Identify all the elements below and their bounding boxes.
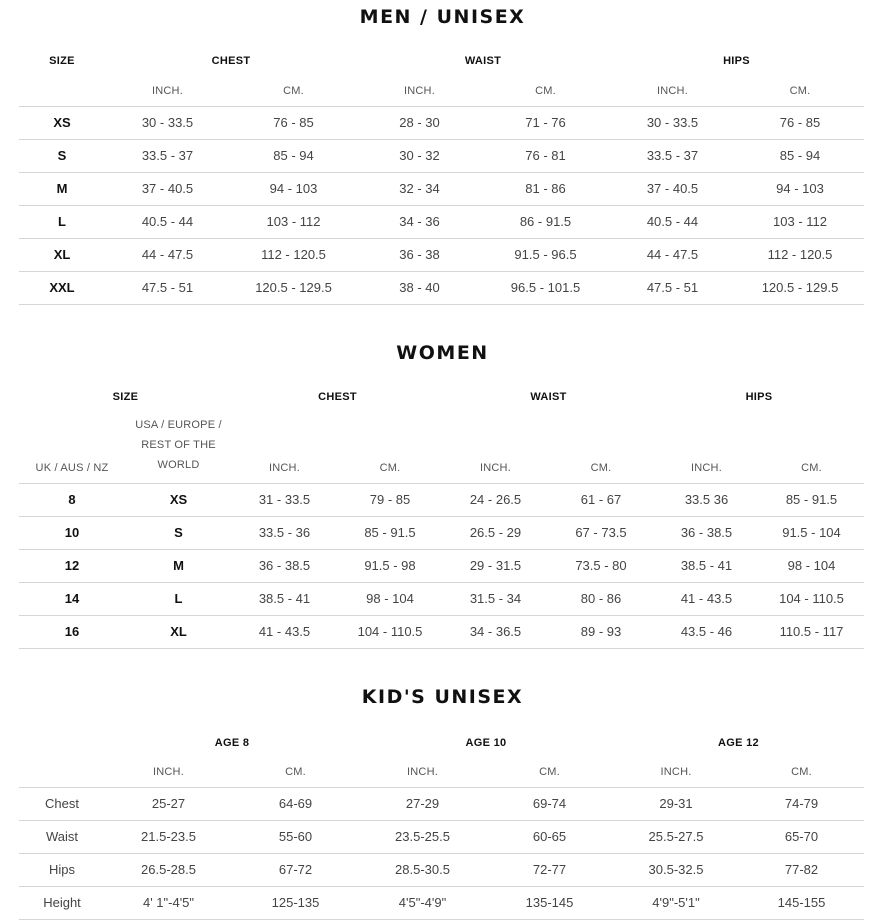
row-label-cell: S xyxy=(19,139,105,172)
row-label-cell: S xyxy=(125,516,232,549)
table-cell: 40.5 - 44 xyxy=(105,205,230,238)
table-cell: 36 - 38 xyxy=(357,238,482,271)
table-row xyxy=(19,271,864,304)
row-label-cell: 16 xyxy=(19,615,125,648)
kids-size-table xyxy=(19,727,864,920)
table-cell: 60-65 xyxy=(486,820,613,853)
table-cell: 85 - 94 xyxy=(736,139,864,172)
table-cell: 104 - 110.5 xyxy=(337,615,443,648)
table-cell: 41 - 43.5 xyxy=(232,615,337,648)
age-8-header: AGE 8 xyxy=(214,736,250,749)
table-row xyxy=(19,549,864,582)
table-cell: 36 - 38.5 xyxy=(654,516,759,549)
table-cell: 120.5 - 129.5 xyxy=(230,271,357,304)
row-label-cell: L xyxy=(125,582,232,615)
table-cell: 32 - 34 xyxy=(357,172,482,205)
table-cell: 44 - 47.5 xyxy=(105,238,230,271)
table-cell: 77-82 xyxy=(739,853,864,886)
table-row xyxy=(19,238,864,271)
men-section-title: MEN / UNISEX xyxy=(359,6,526,28)
unit-label: INCH. xyxy=(153,766,184,779)
table-cell: 65-70 xyxy=(739,820,864,853)
table-cell: 36 - 38.5 xyxy=(232,549,337,582)
table-cell: 76 - 85 xyxy=(736,106,864,139)
table-cell: 98 - 104 xyxy=(759,549,864,582)
unit-label: CM. xyxy=(789,85,811,98)
table-cell: 91.5 - 104 xyxy=(759,516,864,549)
table-cell: 85 - 94 xyxy=(230,139,357,172)
age-12-header: AGE 12 xyxy=(718,736,759,749)
table-cell: 81 - 86 xyxy=(482,172,609,205)
row-label-cell: L xyxy=(19,205,105,238)
table-cell: 104 - 110.5 xyxy=(759,582,864,615)
unit-label: INCH. xyxy=(660,766,692,779)
table-cell: 4'9"-5'1" xyxy=(613,886,739,919)
table-cell: 85 - 91.5 xyxy=(759,483,864,516)
waist-header: WAIST xyxy=(530,391,567,403)
table-cell: 29-31 xyxy=(613,787,739,820)
age-10-header: AGE 10 xyxy=(465,736,507,749)
table-cell: 37 - 40.5 xyxy=(609,172,736,205)
table-cell: 33.5 - 37 xyxy=(105,139,230,172)
row-label-cell: XL xyxy=(19,238,105,271)
table-cell: 27-29 xyxy=(359,787,486,820)
group-spacer xyxy=(19,727,105,758)
table-cell: 30.5-32.5 xyxy=(613,853,739,886)
table-cell: 80 - 86 xyxy=(548,582,654,615)
unit-label: CM. xyxy=(791,766,812,779)
row-label-cell: Height xyxy=(19,886,105,919)
table-cell: 103 - 112 xyxy=(736,205,864,238)
table-cell: 31 - 33.5 xyxy=(232,483,337,516)
table-cell: 72-77 xyxy=(486,853,613,886)
table-cell: 26.5-28.5 xyxy=(105,853,232,886)
table-cell: 23.5-25.5 xyxy=(359,820,486,853)
table-cell: 41 - 43.5 xyxy=(654,582,759,615)
table-cell: 43.5 - 46 xyxy=(654,615,759,648)
waist-header: WAIST xyxy=(464,54,502,67)
unit-label: INCH. xyxy=(152,85,183,98)
table-cell: 30 - 33.5 xyxy=(105,106,230,139)
unit-spacer xyxy=(19,77,105,106)
table-cell: 145-155 xyxy=(739,886,864,919)
table-row xyxy=(19,853,864,886)
women-section-title: WOMEN xyxy=(396,342,489,364)
table-cell: 86 - 91.5 xyxy=(482,205,609,238)
table-cell: 33.5 36 xyxy=(654,483,759,516)
table-cell: 37 - 40.5 xyxy=(105,172,230,205)
table-cell: 33.5 - 37 xyxy=(609,139,736,172)
table-cell: 34 - 36.5 xyxy=(443,615,548,648)
row-label-cell: M xyxy=(19,172,105,205)
table-cell: 30 - 33.5 xyxy=(609,106,736,139)
row-label-cell: M xyxy=(125,549,232,582)
table-cell: 44 - 47.5 xyxy=(609,238,736,271)
table-cell: 110.5 - 117 xyxy=(759,615,864,648)
table-cell: 47.5 - 51 xyxy=(609,271,736,304)
table-cell: 103 - 112 xyxy=(230,205,357,238)
table-cell: 91.5 - 96.5 xyxy=(482,238,609,271)
table-cell: 74-79 xyxy=(739,787,864,820)
table-cell: 40.5 - 44 xyxy=(609,205,736,238)
table-cell: 28.5-30.5 xyxy=(359,853,486,886)
row-label-cell: XL xyxy=(125,615,232,648)
unit-label: INCH. xyxy=(269,461,300,474)
unit-label: INCH. xyxy=(407,766,438,779)
size-header: SIZE xyxy=(49,54,75,67)
row-label-cell: Hips xyxy=(19,853,105,886)
unit-label: INCH. xyxy=(657,85,688,98)
table-cell: 76 - 85 xyxy=(230,106,357,139)
table-cell: 24 - 26.5 xyxy=(443,483,548,516)
table-cell: 38.5 - 41 xyxy=(232,582,337,615)
table-cell: 89 - 93 xyxy=(548,615,654,648)
table-cell: 67 - 73.5 xyxy=(548,516,654,549)
unit-label: CM. xyxy=(379,461,401,474)
table-cell: 96.5 - 101.5 xyxy=(482,271,609,304)
table-row xyxy=(19,483,864,516)
table-cell: 61 - 67 xyxy=(548,483,654,516)
table-row xyxy=(19,886,864,919)
table-cell: 120.5 - 129.5 xyxy=(736,271,864,304)
table-cell: 21.5-23.5 xyxy=(105,820,232,853)
table-cell: 94 - 103 xyxy=(230,172,357,205)
table-cell: 76 - 81 xyxy=(482,139,609,172)
table-cell: 4'5"-4'9" xyxy=(359,886,486,919)
chest-header: CHEST xyxy=(318,391,357,403)
table-cell: 135-145 xyxy=(486,886,613,919)
table-cell: 112 - 120.5 xyxy=(230,238,357,271)
unit-label: INCH. xyxy=(480,461,511,474)
row-label-cell: 14 xyxy=(19,582,125,615)
row-label-cell: Waist xyxy=(19,820,105,853)
table-cell: 25.5-27.5 xyxy=(613,820,739,853)
table-cell: 38 - 40 xyxy=(357,271,482,304)
table-row xyxy=(19,787,864,820)
table-row xyxy=(19,172,864,205)
row-label-cell: XS xyxy=(125,483,232,516)
unit-spacer xyxy=(19,758,105,787)
unit-label: CM. xyxy=(285,766,306,779)
table-row xyxy=(19,516,864,549)
table-cell: 47.5 - 51 xyxy=(105,271,230,304)
table-row xyxy=(19,820,864,853)
hips-header: HIPS xyxy=(723,54,750,67)
unit-label: CM. xyxy=(801,461,822,474)
row-label-cell: Chest xyxy=(19,787,105,820)
table-row xyxy=(19,106,864,139)
table-cell: 33.5 - 36 xyxy=(232,516,337,549)
table-cell: 94 - 103 xyxy=(736,172,864,205)
table-cell: 64-69 xyxy=(232,787,359,820)
table-row xyxy=(19,205,864,238)
row-label-cell: XXL xyxy=(19,271,105,304)
table-cell: 91.5 - 98 xyxy=(337,549,443,582)
size-header: SIZE xyxy=(112,391,139,403)
row-label-cell: 12 xyxy=(19,549,125,582)
table-cell: 30 - 32 xyxy=(357,139,482,172)
table-cell: 29 - 31.5 xyxy=(443,549,548,582)
chest-header: CHEST xyxy=(211,54,251,67)
row-label-cell: 10 xyxy=(19,516,125,549)
unit-label: INCH. xyxy=(691,461,722,474)
unit-label: CM. xyxy=(283,85,304,98)
uk-size-column-header: UK / AUS / NZ xyxy=(35,461,109,474)
unit-label: INCH. xyxy=(404,85,435,98)
table-cell: 55-60 xyxy=(232,820,359,853)
table-cell: 67-72 xyxy=(232,853,359,886)
hips-header: HIPS xyxy=(745,391,773,403)
unit-label: CM. xyxy=(590,461,612,474)
table-cell: 34 - 36 xyxy=(357,205,482,238)
unit-label: CM. xyxy=(535,85,556,98)
row-label-cell: 8 xyxy=(19,483,125,516)
table-cell: 79 - 85 xyxy=(337,483,443,516)
men-size-table xyxy=(19,44,864,305)
table-cell: 69-74 xyxy=(486,787,613,820)
table-cell: 28 - 30 xyxy=(357,106,482,139)
table-cell: 25-27 xyxy=(105,787,232,820)
table-cell: 98 - 104 xyxy=(337,582,443,615)
table-cell: 4' 1"-4'5" xyxy=(105,886,232,919)
table-cell: 71 - 76 xyxy=(482,106,609,139)
table-row xyxy=(19,582,864,615)
table-cell: 73.5 - 80 xyxy=(548,549,654,582)
table-cell: 31.5 - 34 xyxy=(443,582,548,615)
table-cell: 85 - 91.5 xyxy=(337,516,443,549)
women-size-table xyxy=(19,382,864,649)
table-cell: 112 - 120.5 xyxy=(736,238,864,271)
table-cell: 26.5 - 29 xyxy=(443,516,548,549)
table-row xyxy=(19,615,864,648)
table-row xyxy=(19,139,864,172)
table-cell: 38.5 - 41 xyxy=(654,549,759,582)
kids-section-title: KID'S UNISEX xyxy=(361,686,524,708)
table-cell: 125-135 xyxy=(232,886,359,919)
row-label-cell: XS xyxy=(19,106,105,139)
unit-label: CM. xyxy=(539,766,560,779)
usa-size-column-header: USA / EUROPE / REST OF THE WORLD xyxy=(135,418,222,471)
